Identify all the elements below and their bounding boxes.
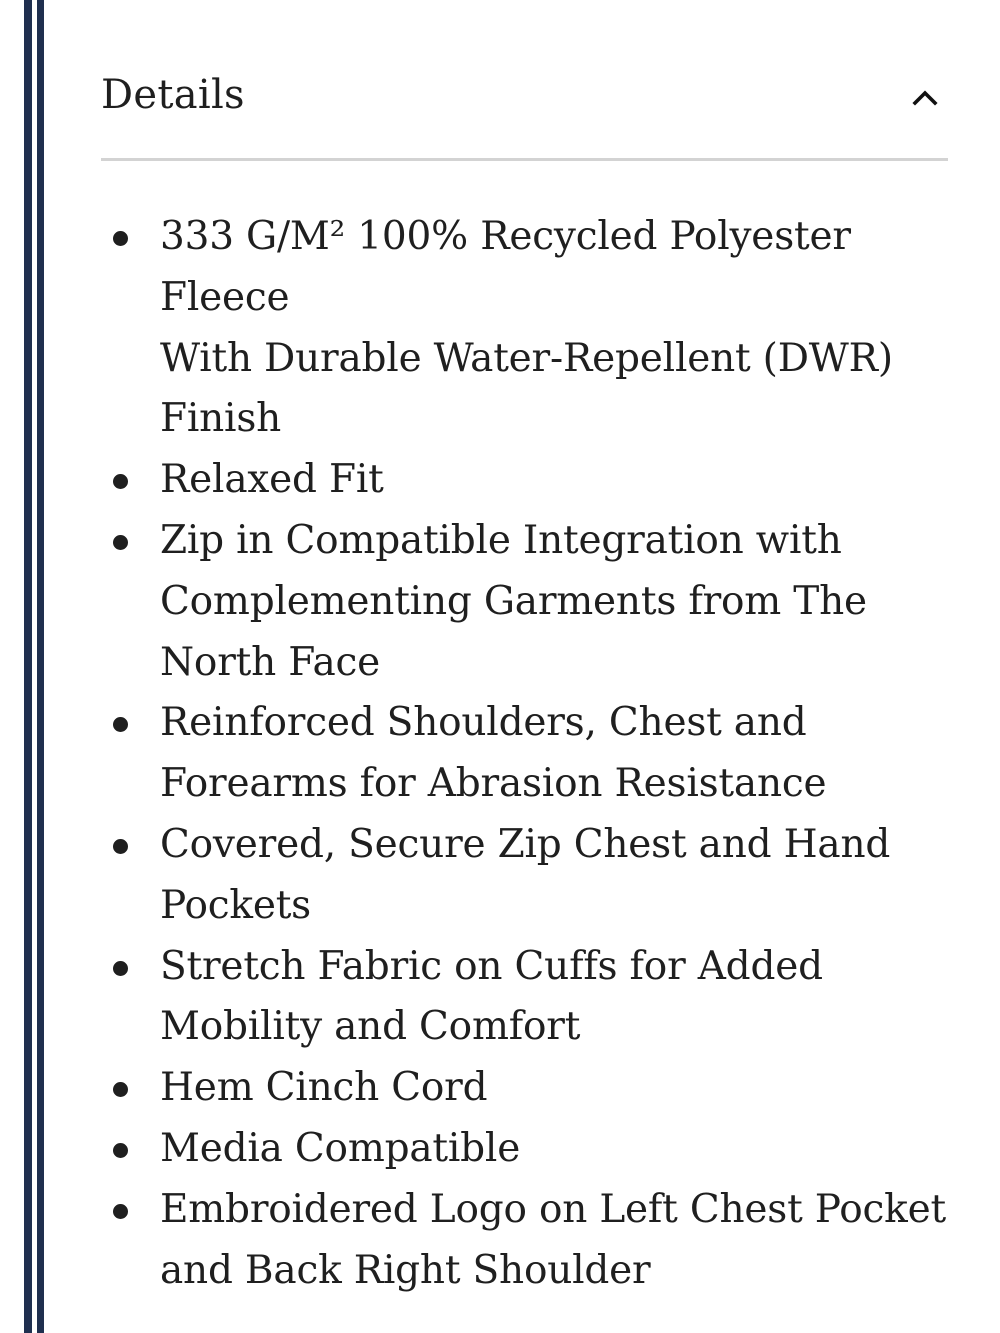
details-accordion-header[interactable] — [101, 0, 948, 161]
bullet-icon — [113, 1204, 128, 1219]
details-list — [101, 207, 961, 1301]
list-item — [101, 693, 961, 815]
list-item-text: Reinforced Shoulders, Chest and Forearms for Abrasion Resistance — [160, 700, 827, 807]
list-item — [101, 207, 961, 450]
list-item — [101, 1119, 961, 1180]
list-item — [101, 1058, 961, 1119]
bullet-icon — [113, 717, 128, 732]
list-item-text: Hem Cinch Cord — [160, 1065, 488, 1111]
list-item — [101, 450, 961, 511]
list-item-text: Embroidered Logo on Left Chest Pocket and Back Right Shoulder — [160, 1186, 946, 1293]
list-item-text: Zip in Compatible Integration with Complementing Garments from The North Face — [160, 517, 867, 685]
list-item-text: Media Compatible — [160, 1125, 521, 1171]
list-item — [101, 937, 961, 1059]
list-item — [101, 1180, 961, 1302]
left-border-stripe — [37, 0, 44, 1333]
list-item-text: 333 G/M² 100% Recycled Polyester Fleece With Durable Water-Repellent (DWR) Finish — [160, 214, 893, 442]
list-item-text: Stretch Fabric on Cuffs for Added Mobility and Comfort — [160, 943, 823, 1050]
details-title: Details — [101, 72, 245, 118]
list-item — [101, 511, 961, 693]
bullet-icon — [113, 839, 128, 854]
bullet-icon — [113, 231, 128, 246]
details-accordion — [101, 0, 948, 1293]
bullet-icon — [113, 1143, 128, 1158]
bullet-icon — [113, 961, 128, 976]
left-border-stripe — [24, 0, 32, 1333]
list-item-text: Covered, Secure Zip Chest and Hand Pockets — [160, 821, 891, 928]
bullet-icon — [113, 474, 128, 489]
chevron-up-icon[interactable] — [912, 84, 938, 110]
list-item-text: Relaxed Fit — [160, 457, 384, 503]
list-item — [101, 815, 961, 937]
bullet-icon — [113, 1082, 128, 1097]
bullet-icon — [113, 535, 128, 550]
